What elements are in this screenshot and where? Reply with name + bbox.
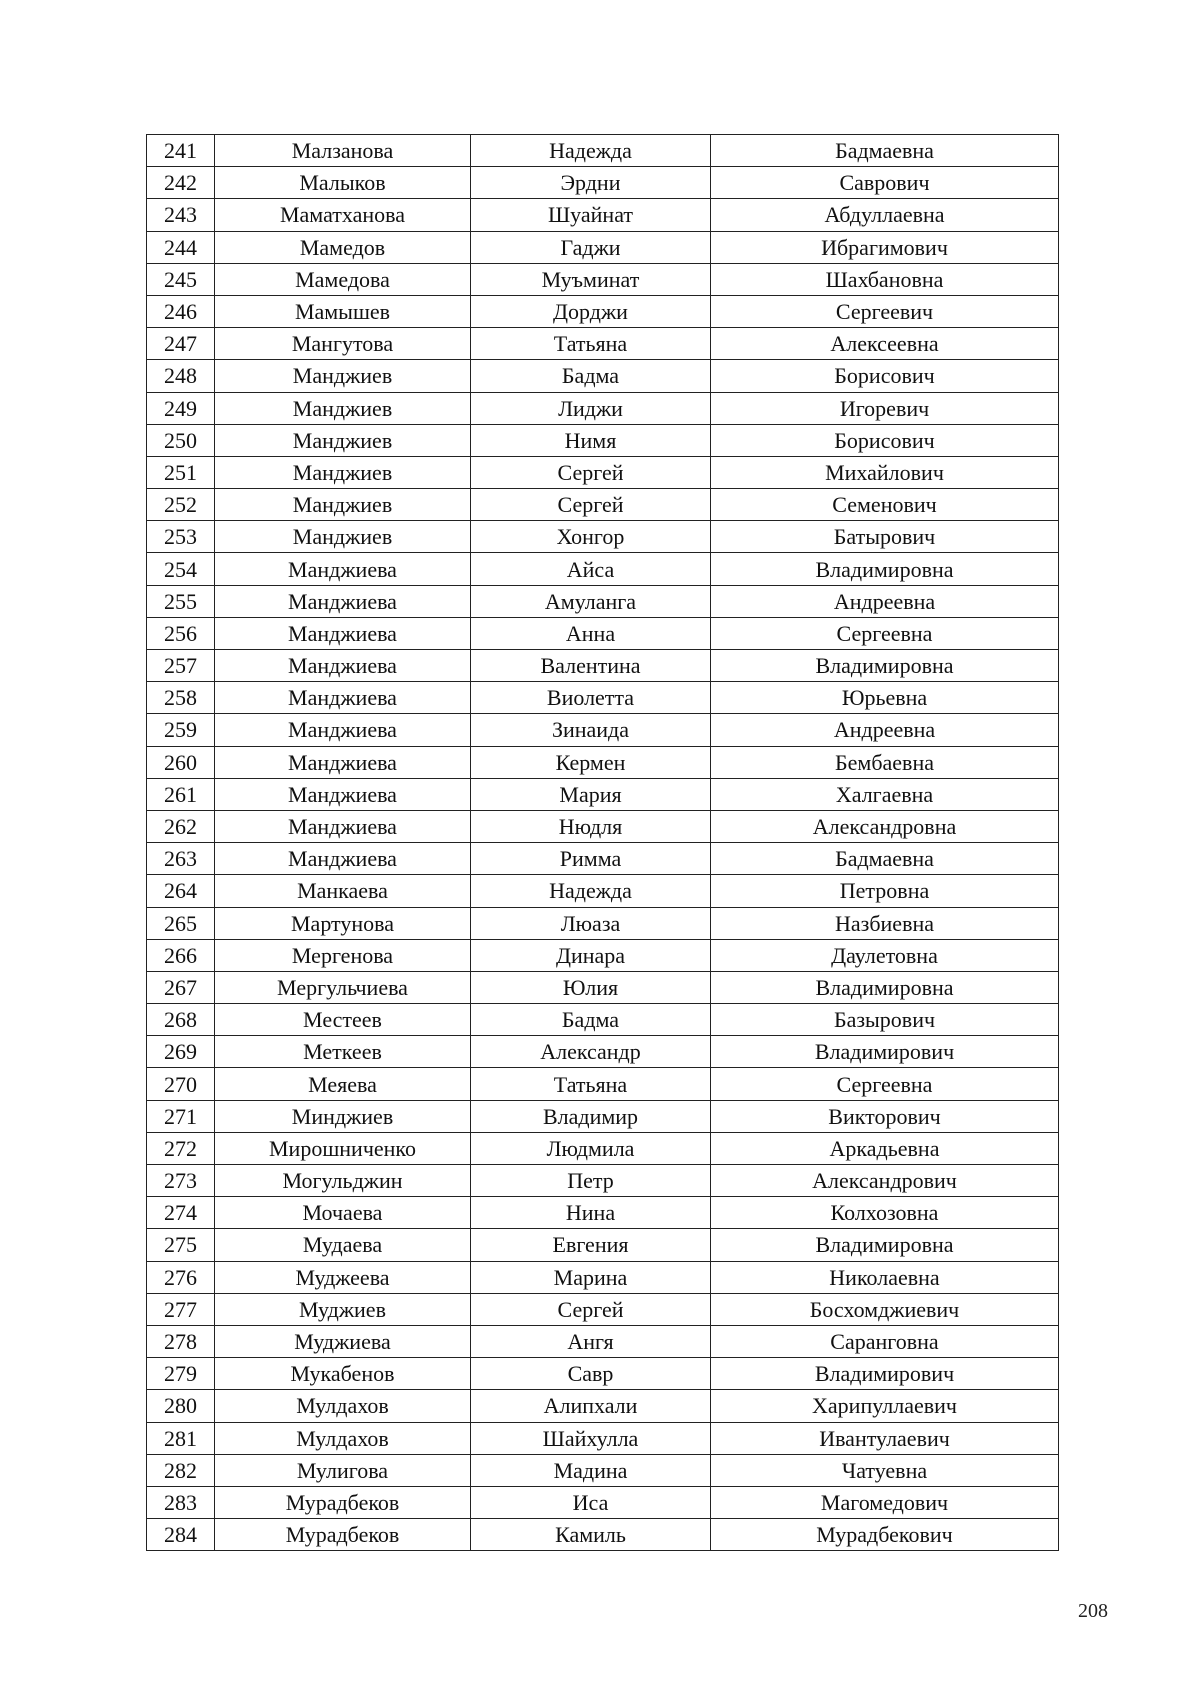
- surname-cell: Манджиева: [215, 746, 471, 778]
- table-row: [147, 1486, 1059, 1518]
- roster-table: [146, 134, 1059, 1551]
- row-number: 266: [147, 939, 215, 971]
- row-number: 251: [147, 456, 215, 488]
- table-row: [147, 392, 1059, 424]
- patronymic-cell: Владимировна: [711, 1229, 1059, 1261]
- first-name-cell: Камиль: [471, 1519, 711, 1551]
- table-row: [147, 1036, 1059, 1068]
- row-number: 276: [147, 1261, 215, 1293]
- row-number: 249: [147, 392, 215, 424]
- surname-cell: Манджиев: [215, 489, 471, 521]
- row-number: 281: [147, 1422, 215, 1454]
- patronymic-cell: Магомедович: [711, 1486, 1059, 1518]
- first-name-cell: Владимир: [471, 1100, 711, 1132]
- row-number: 277: [147, 1293, 215, 1325]
- table-row: [147, 1293, 1059, 1325]
- patronymic-cell: Ивантулаевич: [711, 1422, 1059, 1454]
- first-name-cell: Надежда: [471, 135, 711, 167]
- row-number: 258: [147, 682, 215, 714]
- patronymic-cell: Борисович: [711, 424, 1059, 456]
- first-name-cell: Нюдля: [471, 810, 711, 842]
- row-number: 268: [147, 1004, 215, 1036]
- patronymic-cell: Сергеевна: [711, 1068, 1059, 1100]
- first-name-cell: Хонгор: [471, 521, 711, 553]
- patronymic-cell: Бадмаевна: [711, 135, 1059, 167]
- row-number: 269: [147, 1036, 215, 1068]
- first-name-cell: Дорджи: [471, 295, 711, 327]
- patronymic-cell: Батырович: [711, 521, 1059, 553]
- patronymic-cell: Халгаевна: [711, 778, 1059, 810]
- row-number: 252: [147, 489, 215, 521]
- surname-cell: Мергульчиева: [215, 971, 471, 1003]
- table-row: [147, 1197, 1059, 1229]
- first-name-cell: Кермен: [471, 746, 711, 778]
- surname-cell: Муджиев: [215, 1293, 471, 1325]
- first-name-cell: Амуланга: [471, 585, 711, 617]
- surname-cell: Мулигова: [215, 1454, 471, 1486]
- patronymic-cell: Игоревич: [711, 392, 1059, 424]
- row-number: 271: [147, 1100, 215, 1132]
- first-name-cell: Александр: [471, 1036, 711, 1068]
- row-number: 262: [147, 810, 215, 842]
- table-row: [147, 424, 1059, 456]
- first-name-cell: Люаза: [471, 907, 711, 939]
- patronymic-cell: Абдуллаевна: [711, 199, 1059, 231]
- surname-cell: Мергенова: [215, 939, 471, 971]
- patronymic-cell: Петровна: [711, 875, 1059, 907]
- row-number: 279: [147, 1358, 215, 1390]
- surname-cell: Манджиев: [215, 424, 471, 456]
- surname-cell: Мангутова: [215, 328, 471, 360]
- row-number: 256: [147, 617, 215, 649]
- first-name-cell: Муъминат: [471, 263, 711, 295]
- row-number: 245: [147, 263, 215, 295]
- first-name-cell: Бадма: [471, 1004, 711, 1036]
- surname-cell: Мамедова: [215, 263, 471, 295]
- first-name-cell: Сергей: [471, 456, 711, 488]
- table-row: [147, 778, 1059, 810]
- table-row: [147, 1100, 1059, 1132]
- row-number: 243: [147, 199, 215, 231]
- surname-cell: Мочаева: [215, 1197, 471, 1229]
- table-row: [147, 1068, 1059, 1100]
- patronymic-cell: Владимирович: [711, 1358, 1059, 1390]
- table-row: [147, 843, 1059, 875]
- first-name-cell: Иса: [471, 1486, 711, 1518]
- table-row: [147, 714, 1059, 746]
- patronymic-cell: Базырович: [711, 1004, 1059, 1036]
- row-number: 265: [147, 907, 215, 939]
- row-number: 272: [147, 1132, 215, 1164]
- patronymic-cell: Юрьевна: [711, 682, 1059, 714]
- surname-cell: Мурадбеков: [215, 1486, 471, 1518]
- first-name-cell: Эрдни: [471, 167, 711, 199]
- first-name-cell: Сергей: [471, 1293, 711, 1325]
- patronymic-cell: Ибрагимович: [711, 231, 1059, 263]
- surname-cell: Минджиев: [215, 1100, 471, 1132]
- first-name-cell: Нина: [471, 1197, 711, 1229]
- patronymic-cell: Даулетовна: [711, 939, 1059, 971]
- table-row: [147, 135, 1059, 167]
- table-row: [147, 1358, 1059, 1390]
- first-name-cell: Мадина: [471, 1454, 711, 1486]
- patronymic-cell: Михайлович: [711, 456, 1059, 488]
- table-row: [147, 263, 1059, 295]
- table-row: [147, 971, 1059, 1003]
- patronymic-cell: Аркадьевна: [711, 1132, 1059, 1164]
- first-name-cell: Надежда: [471, 875, 711, 907]
- first-name-cell: Ангя: [471, 1325, 711, 1357]
- surname-cell: Мулдахов: [215, 1390, 471, 1422]
- surname-cell: Манджиева: [215, 553, 471, 585]
- row-number: 261: [147, 778, 215, 810]
- first-name-cell: Анна: [471, 617, 711, 649]
- patronymic-cell: Саврович: [711, 167, 1059, 199]
- surname-cell: Манджиев: [215, 392, 471, 424]
- row-number: 264: [147, 875, 215, 907]
- page-number: 208: [1078, 1600, 1108, 1622]
- table-row: [147, 585, 1059, 617]
- first-name-cell: Шуайнат: [471, 199, 711, 231]
- table-row: [147, 1132, 1059, 1164]
- row-number: 282: [147, 1454, 215, 1486]
- row-number: 250: [147, 424, 215, 456]
- patronymic-cell: Владимировна: [711, 553, 1059, 585]
- patronymic-cell: Бадмаевна: [711, 843, 1059, 875]
- patronymic-cell: Владимирович: [711, 1036, 1059, 1068]
- patronymic-cell: Андреевна: [711, 585, 1059, 617]
- table-row: [147, 907, 1059, 939]
- table-row: [147, 328, 1059, 360]
- row-number: 254: [147, 553, 215, 585]
- patronymic-cell: Александровна: [711, 810, 1059, 842]
- surname-cell: Манджиева: [215, 650, 471, 682]
- surname-cell: Манджиев: [215, 521, 471, 553]
- first-name-cell: Людмила: [471, 1132, 711, 1164]
- row-number: 267: [147, 971, 215, 1003]
- surname-cell: Маматханова: [215, 199, 471, 231]
- first-name-cell: Юлия: [471, 971, 711, 1003]
- table-row: [147, 1165, 1059, 1197]
- table-row: [147, 1229, 1059, 1261]
- patronymic-cell: Андреевна: [711, 714, 1059, 746]
- row-number: 246: [147, 295, 215, 327]
- patronymic-cell: Шахбановна: [711, 263, 1059, 295]
- first-name-cell: Сергей: [471, 489, 711, 521]
- first-name-cell: Бадма: [471, 360, 711, 392]
- row-number: 278: [147, 1325, 215, 1357]
- surname-cell: Мукабенов: [215, 1358, 471, 1390]
- row-number: 260: [147, 746, 215, 778]
- table-row: [147, 939, 1059, 971]
- row-number: 274: [147, 1197, 215, 1229]
- patronymic-cell: Алексеевна: [711, 328, 1059, 360]
- first-name-cell: Шайхулла: [471, 1422, 711, 1454]
- surname-cell: Могульджин: [215, 1165, 471, 1197]
- surname-cell: Манджиева: [215, 778, 471, 810]
- surname-cell: Местеев: [215, 1004, 471, 1036]
- first-name-cell: Марина: [471, 1261, 711, 1293]
- table-row: [147, 521, 1059, 553]
- table-row: [147, 1422, 1059, 1454]
- surname-cell: Мамышев: [215, 295, 471, 327]
- patronymic-cell: Викторович: [711, 1100, 1059, 1132]
- patronymic-cell: Сергеевич: [711, 295, 1059, 327]
- surname-cell: Муджеева: [215, 1261, 471, 1293]
- first-name-cell: Динара: [471, 939, 711, 971]
- table-row: [147, 553, 1059, 585]
- surname-cell: Манджиева: [215, 585, 471, 617]
- first-name-cell: Татьяна: [471, 328, 711, 360]
- table-row: [147, 1261, 1059, 1293]
- surname-cell: Мурадбеков: [215, 1519, 471, 1551]
- patronymic-cell: Бембаевна: [711, 746, 1059, 778]
- patronymic-cell: Борисович: [711, 360, 1059, 392]
- surname-cell: Манджиева: [215, 810, 471, 842]
- patronymic-cell: Владимировна: [711, 971, 1059, 1003]
- patronymic-cell: Колхозовна: [711, 1197, 1059, 1229]
- row-number: 273: [147, 1165, 215, 1197]
- row-number: 270: [147, 1068, 215, 1100]
- table-row: [147, 617, 1059, 649]
- row-number: 241: [147, 135, 215, 167]
- surname-cell: Манджиева: [215, 714, 471, 746]
- first-name-cell: Савр: [471, 1358, 711, 1390]
- table-row: [147, 682, 1059, 714]
- table-row: [147, 199, 1059, 231]
- surname-cell: Мирошниченко: [215, 1132, 471, 1164]
- first-name-cell: Алипхали: [471, 1390, 711, 1422]
- surname-cell: Манджиева: [215, 617, 471, 649]
- first-name-cell: Валентина: [471, 650, 711, 682]
- row-number: 283: [147, 1486, 215, 1518]
- surname-cell: Манджиев: [215, 360, 471, 392]
- surname-cell: Мулдахов: [215, 1422, 471, 1454]
- roster-body: [147, 135, 1059, 1551]
- first-name-cell: Нимя: [471, 424, 711, 456]
- surname-cell: Муджиева: [215, 1325, 471, 1357]
- row-number: 242: [147, 167, 215, 199]
- first-name-cell: Татьяна: [471, 1068, 711, 1100]
- surname-cell: Манджиева: [215, 843, 471, 875]
- surname-cell: Мамедов: [215, 231, 471, 263]
- surname-cell: Малыков: [215, 167, 471, 199]
- table-row: [147, 231, 1059, 263]
- table-row: [147, 1325, 1059, 1357]
- table-row: [147, 1519, 1059, 1551]
- table-row: [147, 810, 1059, 842]
- surname-cell: Манкаева: [215, 875, 471, 907]
- patronymic-cell: Харипуллаевич: [711, 1390, 1059, 1422]
- first-name-cell: Мария: [471, 778, 711, 810]
- surname-cell: Меткеев: [215, 1036, 471, 1068]
- patronymic-cell: Семенович: [711, 489, 1059, 521]
- surname-cell: Малзанова: [215, 135, 471, 167]
- table-row: [147, 650, 1059, 682]
- first-name-cell: Евгения: [471, 1229, 711, 1261]
- patronymic-cell: Александрович: [711, 1165, 1059, 1197]
- table-row: [147, 167, 1059, 199]
- table-row: [147, 875, 1059, 907]
- first-name-cell: Зинаида: [471, 714, 711, 746]
- patronymic-cell: Саранговна: [711, 1325, 1059, 1357]
- patronymic-cell: Сергеевна: [711, 617, 1059, 649]
- row-number: 263: [147, 843, 215, 875]
- row-number: 247: [147, 328, 215, 360]
- patronymic-cell: Назбиевна: [711, 907, 1059, 939]
- table-row: [147, 1454, 1059, 1486]
- row-number: 253: [147, 521, 215, 553]
- row-number: 257: [147, 650, 215, 682]
- surname-cell: Манджиев: [215, 456, 471, 488]
- table-row: [147, 360, 1059, 392]
- row-number: 280: [147, 1390, 215, 1422]
- patronymic-cell: Босхомджиевич: [711, 1293, 1059, 1325]
- patronymic-cell: Чатуевна: [711, 1454, 1059, 1486]
- row-number: 259: [147, 714, 215, 746]
- table-row: [147, 746, 1059, 778]
- first-name-cell: Петр: [471, 1165, 711, 1197]
- surname-cell: Мудаева: [215, 1229, 471, 1261]
- first-name-cell: Лиджи: [471, 392, 711, 424]
- table-row: [147, 456, 1059, 488]
- table-row: [147, 489, 1059, 521]
- patronymic-cell: Владимировна: [711, 650, 1059, 682]
- table-row: [147, 1004, 1059, 1036]
- surname-cell: Манджиева: [215, 682, 471, 714]
- surname-cell: Мартунова: [215, 907, 471, 939]
- row-number: 255: [147, 585, 215, 617]
- row-number: 275: [147, 1229, 215, 1261]
- table-row: [147, 295, 1059, 327]
- first-name-cell: Римма: [471, 843, 711, 875]
- row-number: 284: [147, 1519, 215, 1551]
- row-number: 244: [147, 231, 215, 263]
- first-name-cell: Гаджи: [471, 231, 711, 263]
- table-row: [147, 1390, 1059, 1422]
- first-name-cell: Айса: [471, 553, 711, 585]
- first-name-cell: Виолетта: [471, 682, 711, 714]
- patronymic-cell: Мурадбекович: [711, 1519, 1059, 1551]
- patronymic-cell: Николаевна: [711, 1261, 1059, 1293]
- row-number: 248: [147, 360, 215, 392]
- surname-cell: Меяева: [215, 1068, 471, 1100]
